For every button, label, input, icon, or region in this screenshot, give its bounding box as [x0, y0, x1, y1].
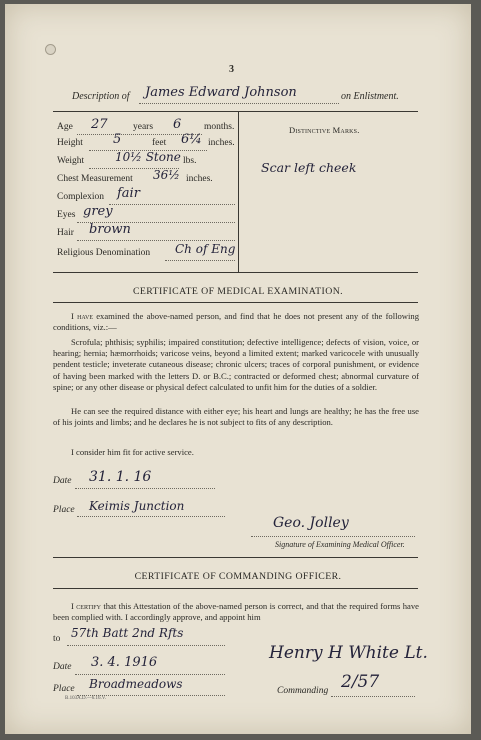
age-years-value: 27: [91, 117, 108, 132]
commanding-title-rule: [53, 588, 418, 589]
commanding-certificate-title: CERTIFICATE OF COMMANDING OFFICER.: [134, 571, 342, 582]
age-label: Age: [57, 122, 73, 132]
medical-consider-paragraph: I consider him fit for active service.: [71, 447, 194, 457]
medical-officer-signature: Geo. Jolley: [273, 515, 349, 531]
commanding-unit-value: 2/57: [341, 672, 380, 692]
commanding-officer-signature: Henry H White Lt.: [269, 643, 428, 663]
commanding-paragraph: [53, 601, 419, 623]
chest-unit: inches.: [186, 174, 213, 184]
medical-certificate-title: CERTIFICATE OF MEDICAL EXAMINATION.: [132, 286, 344, 297]
page-number: 3: [229, 64, 234, 75]
inches-label: inches.: [208, 138, 235, 148]
commanding-date-label: Date: [53, 662, 72, 672]
religion-line: [165, 260, 235, 261]
commanding-place-label: Place: [53, 684, 75, 694]
appoint-line: [67, 645, 225, 646]
medical-signature-caption: Signature of Examining Medical Officer.: [275, 540, 405, 549]
commanding-lead: I certify: [71, 601, 101, 611]
commanding-line: [331, 696, 415, 697]
height-label: Height: [57, 138, 83, 148]
appoint-to-label: to: [53, 634, 61, 644]
hair-label: Hair: [57, 228, 74, 238]
on-enlistment-label: on Enlistment.: [341, 91, 399, 102]
medical-fitness-paragraph: He can see the required distance with either eye; his heart and lungs are healthy; he has the free use of his joints and limbs; and he declares he is not subject to fits of any description.: [53, 406, 419, 428]
distinctive-marks-label: Distinctive Marks.: [289, 125, 360, 135]
complexion-label: Complexion: [57, 192, 104, 202]
medical-date-value: 31. 1. 16: [89, 469, 152, 485]
eyes-value: grey: [83, 204, 113, 219]
description-label: Description of: [72, 91, 130, 102]
feet-label: feet: [152, 138, 167, 148]
height-inches-value: 6¼: [181, 132, 202, 147]
medical-date-label: Date: [53, 476, 72, 486]
commanding-top-rule: [53, 557, 418, 558]
commanding-place-value: Broadmeadows: [89, 677, 183, 691]
weight-unit: lbs.: [183, 156, 197, 166]
weight-label: Weight: [57, 156, 85, 166]
medical-intro-lead: I have: [71, 311, 93, 321]
medical-conditions-paragraph: Scrofula; phthisis; syphilis; impaired constitution; defective intelligence; defects of vision, voice, or hearing; hernia; hæmorrhoids; varicose veins, beyond a limited extent; marked varicocele with unusually pendent testicle; inveterate cutaneous disease; chronic ulcers; traces of corporal punishment, or evidence of having been marked with the letters D. or B.C.; contracted or deformed chest; abnormal curvature of spine; or any other disease or physical defect calculated to unfit him for the duties of a soldier.: [53, 337, 419, 392]
commanding-label: Commanding: [277, 686, 329, 696]
religion-value: Ch of Eng: [175, 242, 236, 256]
height-feet-value: 5: [113, 132, 122, 147]
name-line: [139, 103, 339, 104]
form-code: B.103A.D.—6.16.V.: [65, 696, 107, 701]
box-bottom-rule: [53, 272, 418, 273]
medical-place-value: Keimis Junction: [89, 499, 185, 513]
age-months-value: 6: [173, 117, 182, 132]
commanding-date-line: [75, 674, 225, 675]
chest-value: 36½: [153, 168, 180, 182]
commanding-text: that this Attestation of the above-named person is correct, and that the required forms have been complied with. I accordingly approve, and appoint him: [53, 601, 419, 623]
eyes-label: Eyes: [57, 210, 76, 220]
hair-line: [77, 240, 235, 241]
years-label: years: [133, 122, 154, 132]
box-divider: [238, 111, 239, 273]
medical-place-line: [77, 516, 225, 517]
weight-value: 10½ Stone: [115, 150, 181, 164]
hair-value: brown: [89, 222, 131, 237]
punch-hole: [45, 44, 56, 55]
distinctive-marks-value: Scar left cheek: [261, 160, 357, 175]
medical-signature-line: [251, 536, 415, 537]
attestation-page: [5, 4, 471, 734]
religion-label: Religious Denomination: [57, 248, 151, 258]
box-top-rule: [53, 111, 418, 112]
chest-label: Chest Measurement: [57, 174, 133, 184]
medical-place-label: Place: [53, 505, 75, 515]
appoint-to-value: 57th Batt 2nd Rfts: [71, 626, 184, 640]
months-label: months.: [204, 122, 235, 132]
recruit-name: James Edward Johnson: [145, 85, 297, 100]
complexion-value: fair: [117, 186, 140, 201]
medical-date-line: [75, 488, 215, 489]
commanding-date-value: 3. 4. 1916: [91, 655, 158, 670]
medical-intro-text: examined the above-named person, and find that he does not present any of the following conditions, viz.:—: [53, 311, 419, 333]
medical-intro-paragraph: [53, 311, 419, 333]
complexion-line: [109, 204, 235, 205]
medical-title-rule: [53, 302, 418, 303]
